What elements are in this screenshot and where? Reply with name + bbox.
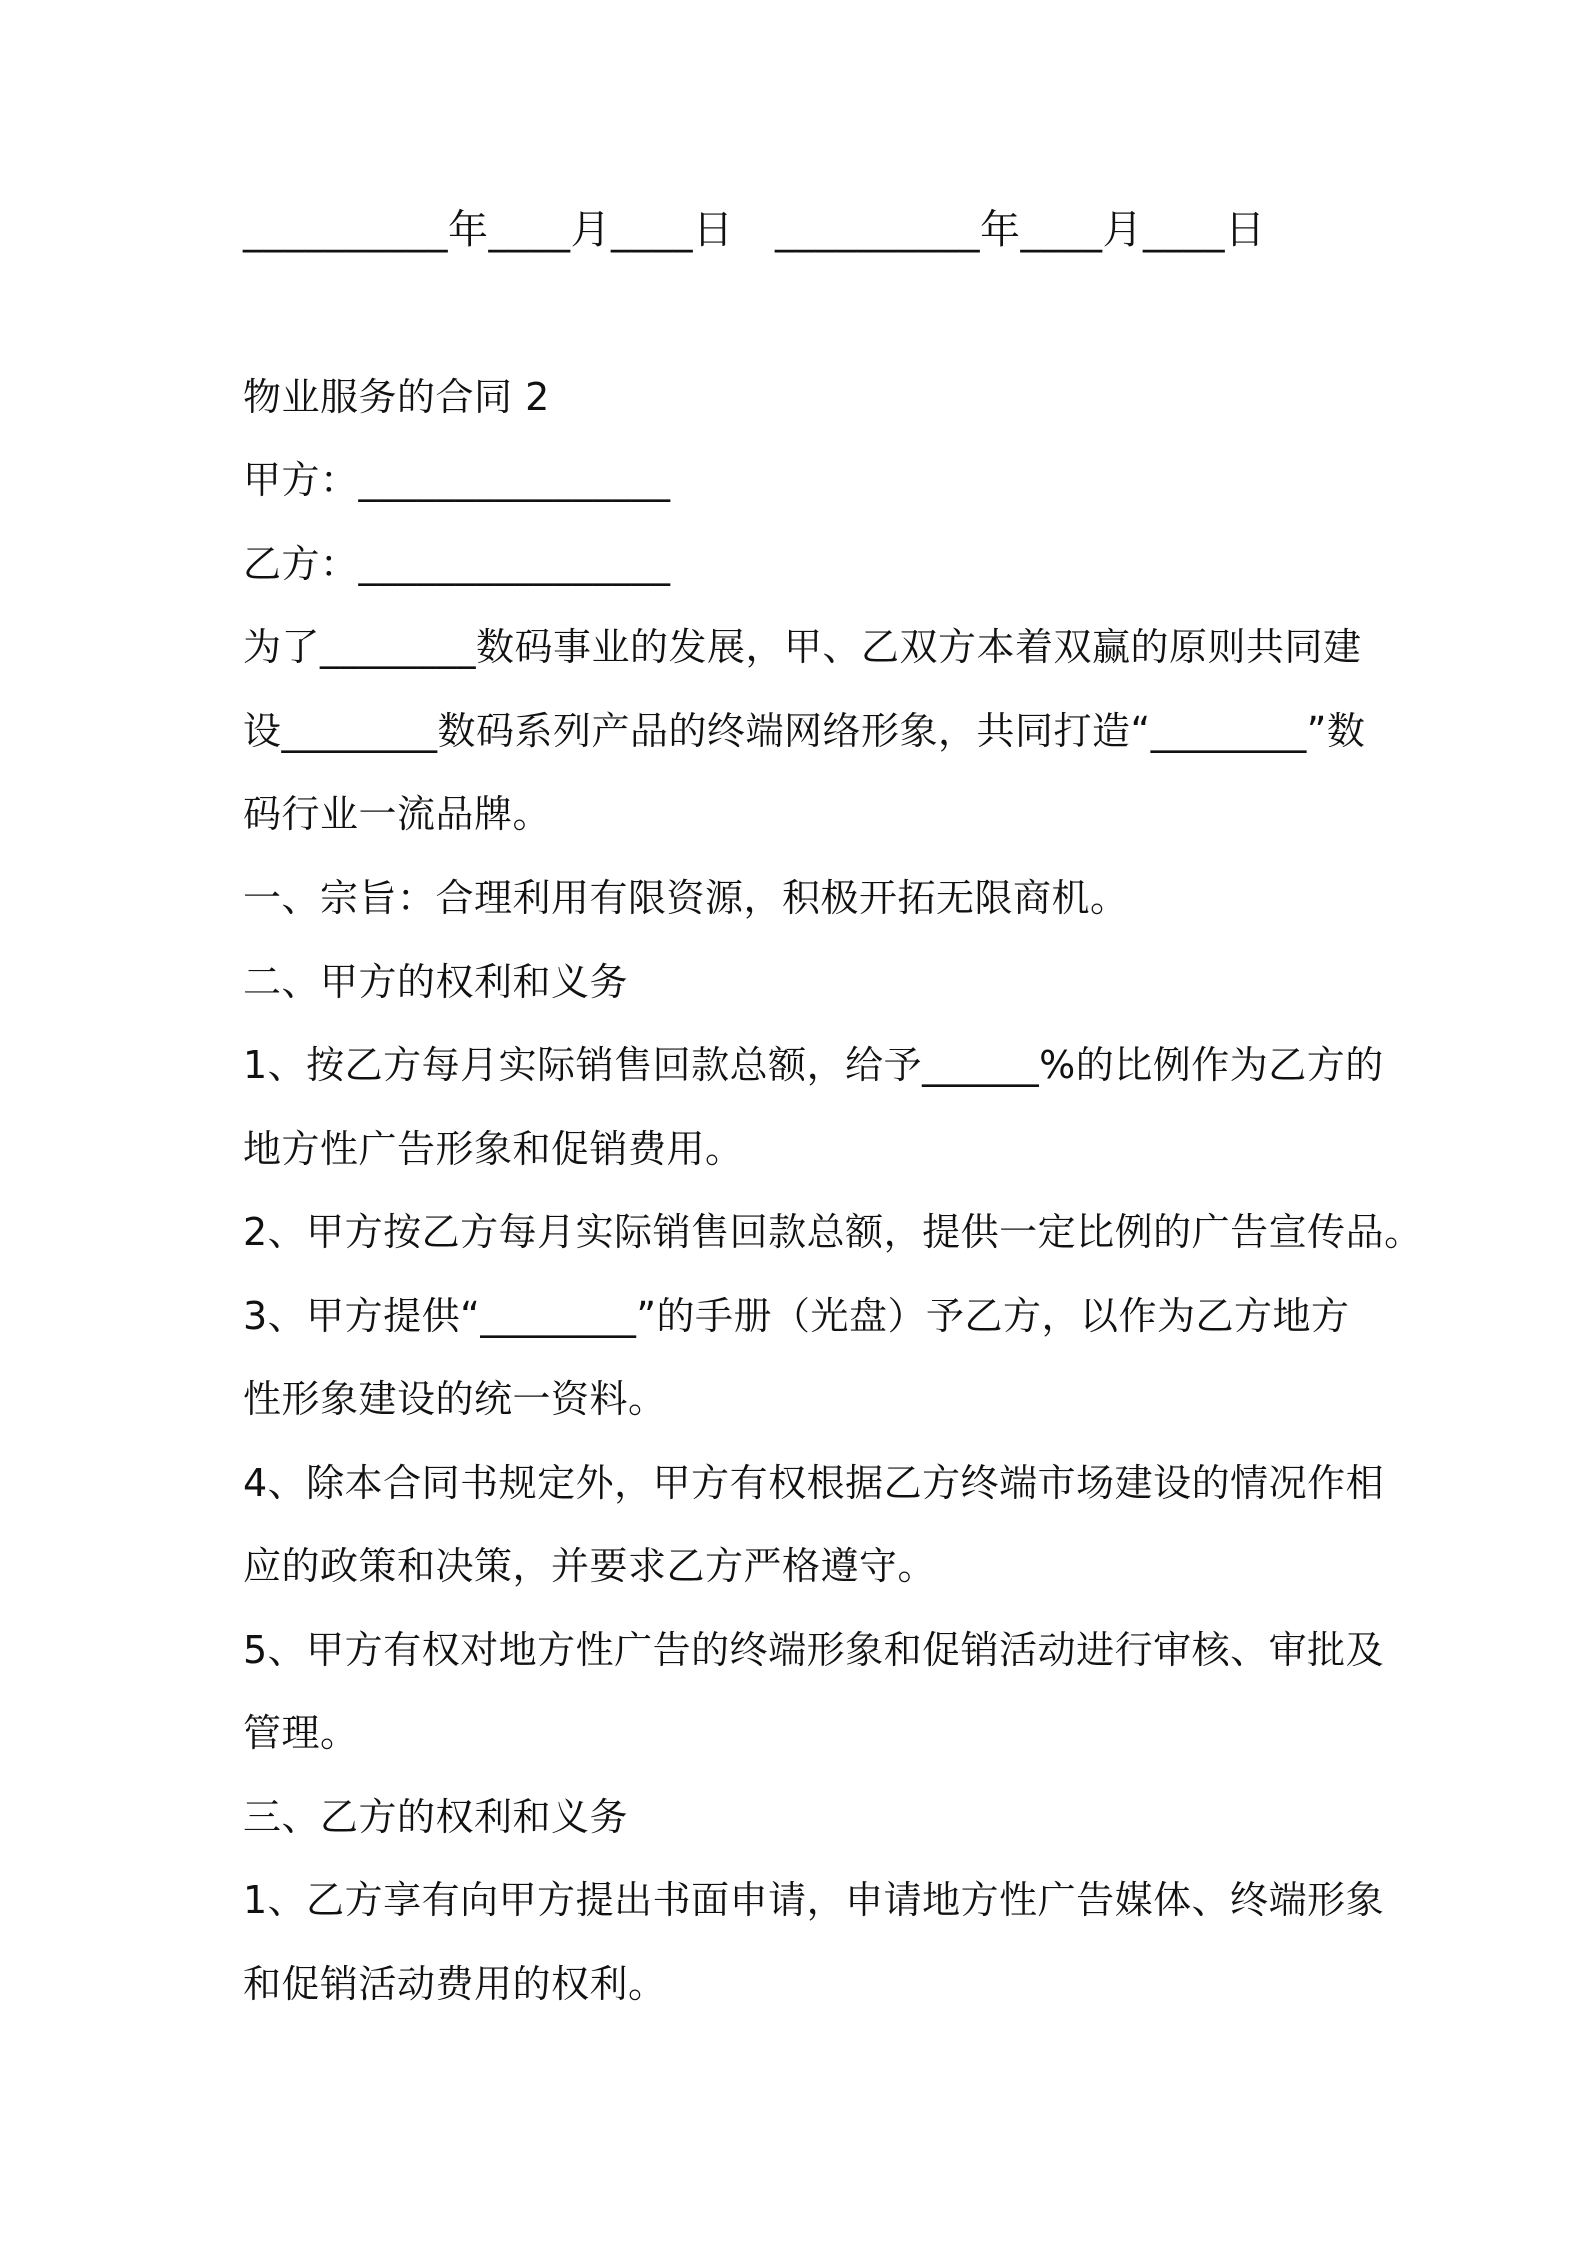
date-right: __________年____月____日 <box>775 207 1266 253</box>
party-a-line: 甲方：________________ <box>243 458 671 502</box>
paragraph-line: 设________数码系列产品的终端网络形象，共同打造“________”数 <box>243 709 1366 753</box>
clause-line: 管理。 <box>243 1711 359 1755</box>
section-heading: 三、乙方的权利和义务 <box>243 1795 629 1839</box>
clause-line: 应的政策和决策，并要求乙方严格遵守。 <box>243 1544 937 1588</box>
date-left: __________年____月____日 <box>243 207 734 253</box>
paragraph-line: 码行业一流品牌。 <box>243 792 552 836</box>
paragraph-line: 为了________数码事业的发展，甲、乙双方本着双赢的原则共同建 <box>243 625 1362 669</box>
section-heading: 二、甲方的权利和义务 <box>243 960 629 1004</box>
clause-line: 性形象建设的统一资料。 <box>243 1377 667 1421</box>
clause-heading: 一、宗旨：合理利用有限资源，积极开拓无限商机。 <box>243 876 1129 920</box>
clause-line: 1、乙方享有向甲方提出书面申请，申请地方性广告媒体、终端形象 <box>243 1878 1385 1922</box>
clause-line: 2、甲方按乙方每月实际销售回款总额，提供一定比例的广告宣传品。 <box>243 1210 1423 1254</box>
clause-line: 和促销活动费用的权利。 <box>243 1962 667 2006</box>
clause-line: 1、按乙方每月实际销售回款总额，给予______%的比例作为乙方的 <box>243 1043 1384 1087</box>
clause-line: 4、除本合同书规定外，甲方有权根据乙方终端市场建设的情况作相 <box>243 1461 1385 1505</box>
clause-line: 地方性广告形象和促销费用。 <box>243 1127 744 1171</box>
clause-line: 3、甲方提供“________”的手册（光盘）予乙方，以作为乙方地方 <box>243 1294 1350 1338</box>
document-title: 物业服务的合同 2 <box>243 375 550 419</box>
clause-line: 5、甲方有权对地方性广告的终端形象和促销活动进行审核、审批及 <box>243 1628 1385 1672</box>
party-b-line: 乙方：________________ <box>243 542 671 586</box>
